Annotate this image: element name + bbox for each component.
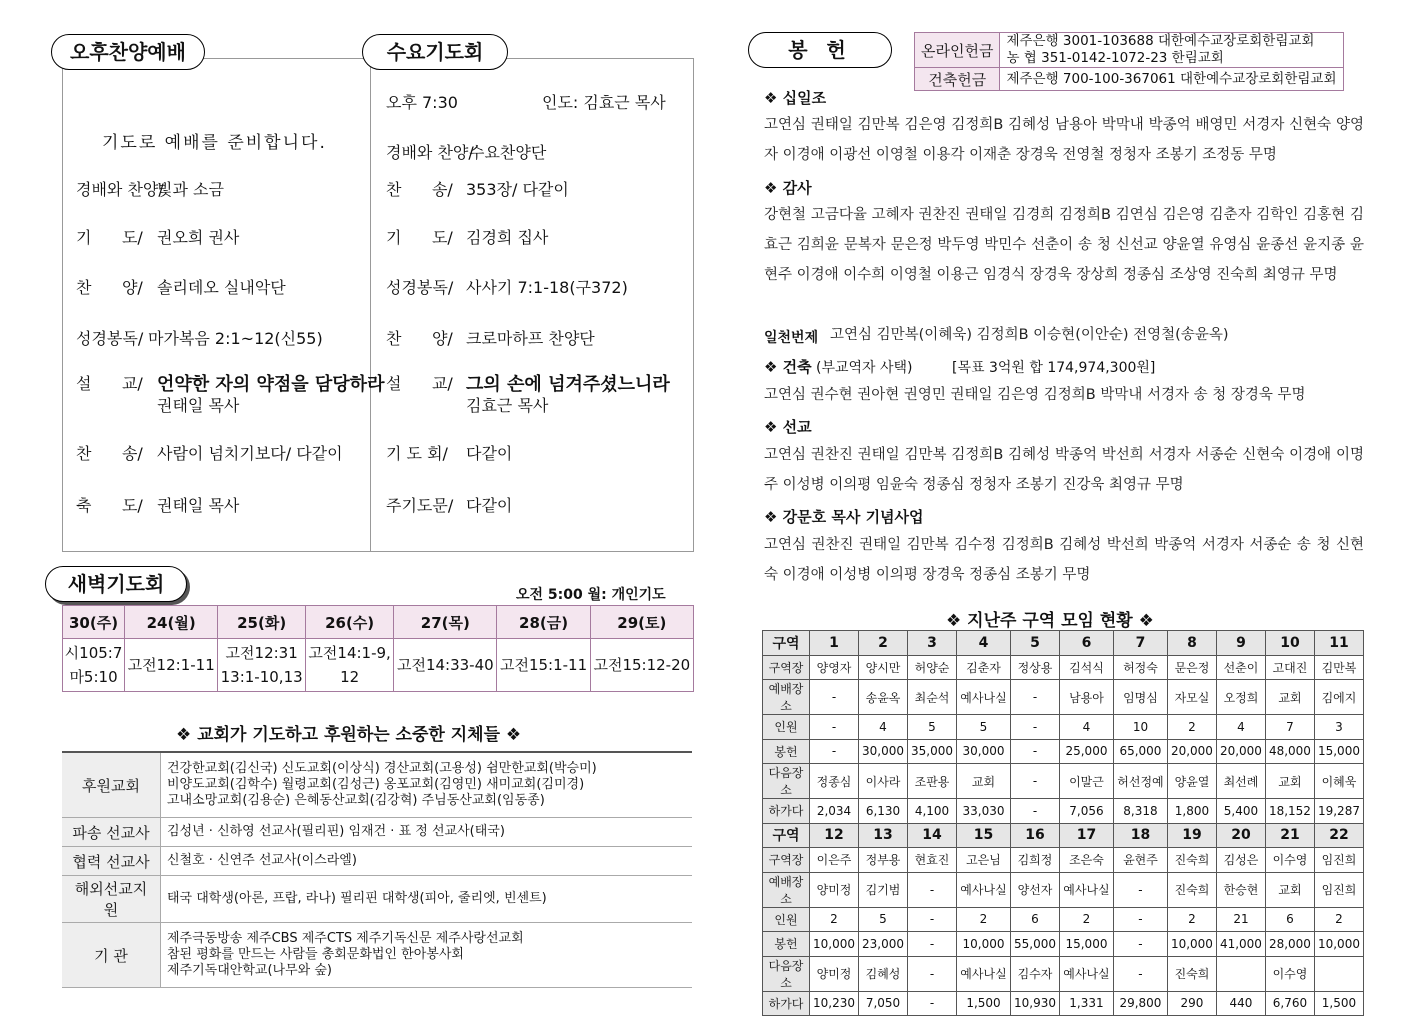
zone-cell: 10,000 — [810, 932, 859, 957]
zone-cell: - — [908, 872, 957, 907]
order-label: 기 도/ — [76, 228, 143, 247]
zone-cell: 4 — [1216, 715, 1265, 740]
donation-head: ❖ 건축 — [764, 358, 812, 376]
zone-cell: 290 — [1167, 991, 1216, 1016]
zone-cell: - — [1113, 907, 1167, 932]
donation-names: 고연심 권태일 김만복 김은영 김정희B 김혜성 남용아 박막내 박종억 배영민 서경자 신현숙 양영자 이경애 이광선 이영철 이용각 이재춘 장경욱 전영철 정청자 조봉기 조정동 무명 — [764, 117, 1364, 163]
zone-row-label: 하가다 — [763, 799, 810, 824]
zone-cell: 440 — [1216, 991, 1265, 1016]
zone-cell: 6,760 — [1265, 991, 1314, 1016]
zone-number: 9 — [1216, 631, 1265, 656]
zone-number: 17 — [1059, 823, 1113, 848]
dawn-day: 24(월) — [125, 606, 218, 639]
zone-number: 12 — [810, 823, 859, 848]
zone-cell: 교회 — [1265, 764, 1314, 799]
order-value: 언약한 자의 약점을 담당하라 — [157, 374, 385, 395]
zone-cell: 1,500 — [1314, 991, 1363, 1016]
zone-cell: 최순석 — [908, 680, 957, 715]
zone-cell: 이수영 — [1265, 956, 1314, 991]
offering-title: 봉 헌 — [748, 32, 892, 68]
zone-cell: 김수자 — [1010, 956, 1059, 991]
zone-cell: 6 — [1010, 907, 1059, 932]
zone-cell: 이사라 — [859, 764, 908, 799]
zone-cell: 4 — [859, 715, 908, 740]
zone-cell: - — [908, 932, 957, 957]
order-value: 크로마하프 찬양단 — [466, 329, 595, 348]
zone-cell: 문은정 — [1167, 655, 1216, 680]
zone-cell: 허선정예 — [1113, 764, 1167, 799]
account-head: 온라인헌금 — [915, 33, 1000, 68]
donation-names: 고연심 권수현 권아현 권영민 권태일 김은영 김정희B 박막내 서경자 송 청 장경욱 무명 — [764, 387, 1306, 403]
zone-cell: 48,000 — [1265, 739, 1314, 764]
order-value: 빛과 소금 — [157, 180, 224, 199]
order-label: 축 도/ — [76, 496, 143, 515]
zone-cell: 예사나실 — [957, 680, 1011, 715]
dawn-day: 29(토) — [590, 606, 693, 639]
zone-cell: 정부용 — [859, 848, 908, 873]
order-label: 찬 양/ — [386, 329, 453, 348]
zone-cell: 30,000 — [957, 739, 1011, 764]
zone-row-label: 인원 — [763, 715, 810, 740]
zone-row-label: 봉헌 — [763, 739, 810, 764]
zone-cell: 7,056 — [1059, 799, 1113, 824]
zone-cell: 5 — [908, 715, 957, 740]
zone-cell: 10,230 — [810, 991, 859, 1016]
zone-number: 6 — [1059, 631, 1113, 656]
zone-cell: 정상용 — [1010, 655, 1059, 680]
order-value: 권태일 목사 — [157, 496, 240, 515]
wednesday-title: 수요기도회 — [362, 34, 508, 70]
wednesday-leader: 인도: 김효근 목사 — [542, 93, 666, 112]
dawn-day: 26(수) — [306, 606, 394, 639]
accounts-table — [914, 32, 1344, 91]
zone-cell: 김희정 — [1010, 848, 1059, 873]
zone-cell: - — [1010, 799, 1059, 824]
zone-cell: 김기범 — [859, 872, 908, 907]
zone-cell: 4 — [1059, 715, 1113, 740]
zone-cell: 오정희 — [1216, 680, 1265, 715]
dawn-day: 28(금) — [497, 606, 590, 639]
zone-number: 20 — [1216, 823, 1265, 848]
zone-cell — [1216, 956, 1265, 991]
zone-cell: 5,400 — [1216, 799, 1265, 824]
zone-cell: - — [1010, 715, 1059, 740]
zone-number: 19 — [1167, 823, 1216, 848]
order-label: 설 교/ — [76, 374, 143, 393]
zone-number: 8 — [1167, 631, 1216, 656]
zone-cell: - — [1010, 739, 1059, 764]
zone-row-label: 다음장소 — [763, 956, 810, 991]
zone-cell: 조판용 — [908, 764, 957, 799]
zone-cell: 현효진 — [908, 848, 957, 873]
dawn-day: 30(주) — [63, 606, 125, 639]
zone-cell: 15,000 — [1059, 932, 1113, 957]
zone-cell: 10,000 — [1167, 932, 1216, 957]
zone-cell: 김만복 — [1314, 655, 1363, 680]
order-value: 수요찬양단 — [469, 143, 547, 162]
zone-cell: 4,100 — [908, 799, 957, 824]
zone-head: 구역 — [763, 631, 810, 656]
zone-number: 3 — [908, 631, 957, 656]
zone-number: 14 — [908, 823, 957, 848]
order-value: 사사기 7:1-18(구372) — [466, 278, 628, 297]
support-row-head: 후원교회 — [62, 753, 161, 818]
zone-cell: - — [1113, 932, 1167, 957]
zone-cell: 6 — [1265, 907, 1314, 932]
zone-cell: - — [810, 739, 859, 764]
zone-cell: 양선자 — [1010, 872, 1059, 907]
zone-cell: 김혜성 — [859, 956, 908, 991]
column-divider — [370, 58, 371, 551]
zone-cell: 진숙희 — [1167, 848, 1216, 873]
zone-cell: - — [908, 991, 957, 1016]
zone-cell: 김에지 — [1314, 680, 1363, 715]
donation-head: ❖ 강문호 목사 기념사업 — [764, 508, 924, 526]
order-value: 솔리데오 실내악단 — [157, 278, 286, 297]
zone-cell: 양시만 — [859, 655, 908, 680]
order-value: 마가복음 2:1~12(신55) — [148, 329, 323, 348]
zone-number: 4 — [957, 631, 1011, 656]
order-label: 찬 송/ — [386, 180, 453, 199]
zone-cell: - — [908, 956, 957, 991]
donation-goal: [목표 3억원 합 174,974,300원] — [952, 360, 1156, 376]
zone-number: 18 — [1113, 823, 1167, 848]
order-label: 찬 송/ — [76, 444, 143, 463]
order-value: 김경희 집사 — [466, 228, 549, 247]
zone-number: 2 — [859, 631, 908, 656]
zone-cell: - — [1113, 956, 1167, 991]
zone-cell: 33,030 — [957, 799, 1011, 824]
zone-row-label: 봉헌 — [763, 932, 810, 957]
zone-head: 구역 — [763, 823, 810, 848]
dawn-reading: 고전14:33-40 — [394, 639, 497, 692]
zone-cell: 정종심 — [810, 764, 859, 799]
zone-cell: 20,000 — [1167, 739, 1216, 764]
dawn-reading: 시105:7 마5:10 — [63, 639, 125, 692]
thousand-offering-head: 일천번제 — [764, 330, 819, 346]
zone-cell: 6,130 — [859, 799, 908, 824]
donation-names: 고연심 권찬진 권태일 김만복 김수정 김정희B 김혜성 박선희 박종억 서경자 서종순 송 청 신현숙 이경애 이성병 이의평 장경욱 정종심 조봉기 무명 — [764, 537, 1364, 583]
zone-row-label: 다음장소 — [763, 764, 810, 799]
zone-number: 5 — [1010, 631, 1059, 656]
zone-cell: 선춘이 — [1216, 655, 1265, 680]
zone-cell: 35,000 — [908, 739, 957, 764]
dawn-reading: 고전14:1-9, 12 — [306, 639, 394, 692]
zone-cell: 양미정 — [810, 872, 859, 907]
zone-cell: 18,152 — [1265, 799, 1314, 824]
dawn-day: 27(목) — [394, 606, 497, 639]
zone-cell: - — [908, 907, 957, 932]
zone-cell: 김석식 — [1059, 655, 1113, 680]
zone-number: 21 — [1265, 823, 1314, 848]
support-row-body: 태국 대학생(아론, 프랍, 라나) 필리핀 대학생(피아, 줄리엣, 빈센트) — [161, 876, 693, 923]
zone-cell: 양영자 — [810, 655, 859, 680]
zone-cell: 진숙희 — [1167, 956, 1216, 991]
support-row-body: 신철호 · 신연주 선교사(이스라엘) — [161, 847, 693, 876]
zone-cell: 5 — [859, 907, 908, 932]
order-label: 성경봉독/ — [76, 329, 144, 348]
dawn-reading: 고전15:1-11 — [497, 639, 590, 692]
zone-cell: 양윤열 — [1167, 764, 1216, 799]
zone-cell: 15,000 — [1314, 739, 1363, 764]
zone-cell: 2 — [1167, 715, 1216, 740]
zone-cell: 20,000 — [1216, 739, 1265, 764]
support-row-body: 김성년 · 신하영 선교사(필리핀) 임재건 · 표 정 선교사(태국) — [161, 818, 693, 847]
zone-row-label: 하가다 — [763, 991, 810, 1016]
donation-names: 강현철 고금다율 고혜자 권찬진 권태일 김경희 김정희B 김연심 김은영 김춘자 김학인 김홍현 김효근 김희윤 문복자 문은정 박두영 박민수 선춘이 송 청 신선교 양윤열 유영심 윤종선 윤지종 윤현주 이경애 이수희 이영철 이용근 임경식 장경욱 장상희 정종심 조상영 진숙희 최영규 무명 — [764, 207, 1364, 283]
donation-head: ❖ 감사 — [764, 179, 812, 197]
dawn-schedule — [62, 605, 694, 692]
afternoon-title: 오후찬양예배 — [51, 34, 205, 70]
zone-cell: 30,000 — [859, 739, 908, 764]
zone-cell: 허정숙 — [1113, 655, 1167, 680]
zone-cell — [1314, 956, 1363, 991]
zone-cell: 최선례 — [1216, 764, 1265, 799]
zone-cell: 8,318 — [1113, 799, 1167, 824]
zone-cell: 임진희 — [1314, 848, 1363, 873]
zone-row-label: 예배장소 — [763, 872, 810, 907]
zone-cell: 예사나실 — [1059, 956, 1113, 991]
order-sub: 권태일 목사 — [157, 396, 240, 415]
donation-names: 고연심 권찬진 권태일 김만복 김정희B 김혜성 박종억 박선희 서경자 서종순 신현숙 이경애 이명주 이성병 이의평 임윤숙 정종심 정청자 조봉기 진강욱 최영규 무명 — [764, 447, 1364, 493]
account-head: 건축헌금 — [915, 68, 1000, 91]
order-label: 경배와 찬양/ — [386, 143, 474, 162]
dawn-day: 25(화) — [218, 606, 306, 639]
order-label: 주기도문/ — [386, 496, 454, 515]
zone-number: 10 — [1265, 631, 1314, 656]
zone-cell: 10 — [1113, 715, 1167, 740]
zone-cell: 양미정 — [810, 956, 859, 991]
zone-cell: 김춘자 — [957, 655, 1011, 680]
zone-cell: 10,000 — [957, 932, 1011, 957]
zone-cell: - — [810, 680, 859, 715]
zone-number: 1 — [810, 631, 859, 656]
zone-number: 16 — [1010, 823, 1059, 848]
zone-cell: 5 — [957, 715, 1011, 740]
zone-cell: 19,287 — [1314, 799, 1363, 824]
support-row-body: 건강한교회(김신국) 신도교회(이상식) 경산교회(고용성) 쉼만한교회(박승미) 비양도교회(김학수) 월령교회(김성근) 옹포교회(김영민) 새미교회(김미경) 고내소망교회(김용순) 은혜동산교회(김강혁) 주님동산교회(임동종) — [161, 753, 693, 818]
zone-cell: 2 — [1167, 907, 1216, 932]
zone-cell: 2 — [1314, 907, 1363, 932]
dawn-title: 새벽기도회 — [45, 566, 187, 602]
support-table — [62, 753, 692, 988]
support-row-head: 기 관 — [62, 923, 161, 988]
order-value: 권오희 권사 — [157, 228, 240, 247]
zone-number: 7 — [1113, 631, 1167, 656]
order-sub: 김효근 목사 — [466, 396, 549, 415]
zone-cell: 21 — [1216, 907, 1265, 932]
support-row-head: 협력 선교사 — [62, 847, 161, 876]
dawn-reading: 고전12:31 13:1-10,13 — [218, 639, 306, 692]
zone-cell: 이은주 — [810, 848, 859, 873]
zone-cell: 55,000 — [1010, 932, 1059, 957]
zone-cell: 25,000 — [1059, 739, 1113, 764]
zone-cell: 교회 — [957, 764, 1011, 799]
zone-cell: 10,930 — [1010, 991, 1059, 1016]
support-row-body: 제주극동방송 제주CBS 제주CTS 제주기독신문 제주사랑선교회 참된 평화를 만드는 사람들 총회문화법인 한아봉사회 제주기독대안학교(나무와 숲) — [161, 923, 693, 988]
zone-cell: 예사나실 — [957, 872, 1011, 907]
zone-cell: 한승현 — [1216, 872, 1265, 907]
order-label: 경배와 찬양/ — [76, 180, 164, 199]
zone-cell: 송윤옥 — [859, 680, 908, 715]
zone-cell: 허양순 — [908, 655, 957, 680]
zone-number: 15 — [957, 823, 1011, 848]
zone-cell: 7,050 — [859, 991, 908, 1016]
zone-number: 13 — [859, 823, 908, 848]
zone-cell: - — [810, 715, 859, 740]
order-label: 찬 양/ — [76, 278, 143, 297]
zone-cell: 자모실 — [1167, 680, 1216, 715]
zones-title: ❖ 지난주 구역 모임 현황 ❖ — [946, 611, 1154, 631]
order-label: 성경봉독/ — [386, 278, 454, 297]
zone-cell: 29,800 — [1113, 991, 1167, 1016]
dawn-reading: 고전12:1-11 — [125, 639, 218, 692]
zone-cell: 1,800 — [1167, 799, 1216, 824]
zone-cell: 진숙희 — [1167, 872, 1216, 907]
zone-cell: 김성은 — [1216, 848, 1265, 873]
zone-cell: 41,000 — [1216, 932, 1265, 957]
zone-cell: 고은님 — [957, 848, 1011, 873]
zone-cell: - — [1010, 764, 1059, 799]
zone-cell: 이수영 — [1265, 848, 1314, 873]
zone-number: 11 — [1314, 631, 1363, 656]
donation-head: ❖ 선교 — [764, 418, 812, 436]
zone-cell: 예사나실 — [1059, 872, 1113, 907]
zone-cell: 2 — [1059, 907, 1113, 932]
zone-cell: - — [1010, 680, 1059, 715]
zone-cell: 3 — [1314, 715, 1363, 740]
zone-cell: 교회 — [1265, 680, 1314, 715]
zone-cell: 23,000 — [859, 932, 908, 957]
zone-cell: 2 — [957, 907, 1011, 932]
order-label: 기 도/ — [386, 228, 453, 247]
order-value: 353장/ 다같이 — [466, 180, 569, 199]
zone-cell: 65,000 — [1113, 739, 1167, 764]
zone-cell: 1,500 — [957, 991, 1011, 1016]
zone-cell: 남용아 — [1059, 680, 1113, 715]
zone-cell: 임진희 — [1314, 872, 1363, 907]
zone-cell: 임명심 — [1113, 680, 1167, 715]
zone-cell: 28,000 — [1265, 932, 1314, 957]
order-value: 그의 손에 넘겨주셨느니라 — [466, 374, 670, 395]
zone-cell: 조은숙 — [1059, 848, 1113, 873]
zone-cell: 10,000 — [1314, 932, 1363, 957]
zone-cell: 교회 — [1265, 872, 1314, 907]
afternoon-prep: 기도로 예배를 준비합니다. — [102, 133, 327, 153]
zone-cell: 예사나실 — [957, 956, 1011, 991]
zone-number: 22 — [1314, 823, 1363, 848]
donation-sub: (부교역자 사택) — [816, 360, 913, 376]
order-label: 설 교/ — [386, 374, 453, 393]
order-label: 기 도 회/ — [386, 444, 448, 463]
zone-cell: - — [1113, 872, 1167, 907]
wednesday-time: 오후 7:30 — [386, 93, 458, 112]
zone-row-label: 구역장 — [763, 848, 810, 873]
support-row-head: 파송 선교사 — [62, 818, 161, 847]
zone-cell: 1,331 — [1059, 991, 1113, 1016]
dawn-reading: 고전15:12-20 — [590, 639, 693, 692]
zone-row-label: 예배장소 — [763, 680, 810, 715]
zone-cell: 이혜욱 — [1314, 764, 1363, 799]
zone-cell: 2,034 — [810, 799, 859, 824]
support-title: ❖ 교회가 기도하고 후원하는 소중한 지체들 ❖ — [176, 725, 522, 745]
zone-row-label: 인원 — [763, 907, 810, 932]
dawn-note: 오전 5:00 월: 개인기도 — [516, 587, 666, 603]
zone-row-label: 구역장 — [763, 655, 810, 680]
zone-cell: 윤현주 — [1113, 848, 1167, 873]
account-lines: 제주은행 3001-103688 대한예수교장로회한림교회 농 협 351-0142-1072-23 한림교회 — [1000, 33, 1343, 68]
order-value: 다같이 — [466, 444, 513, 463]
account-lines: 제주은행 700-100-367061 대한예수교장로회한림교회 — [1000, 68, 1343, 91]
thousand-offering-names: 고연심 김만복(이혜욱) 김정희B 이승현(이안순) 전영철(송윤옥) — [830, 327, 1229, 343]
donation-head: ❖ 십일조 — [764, 89, 827, 107]
order-value: 다같이 — [466, 496, 513, 515]
zone-cell: 고대진 — [1265, 655, 1314, 680]
zone-table — [762, 630, 1364, 1016]
order-value: 사람이 넘치기보다/ 다같이 — [157, 444, 343, 463]
zone-cell: 2 — [810, 907, 859, 932]
support-row-head: 해외선교지원 — [62, 876, 161, 923]
zone-cell: 7 — [1265, 715, 1314, 740]
zone-cell: 이말근 — [1059, 764, 1113, 799]
